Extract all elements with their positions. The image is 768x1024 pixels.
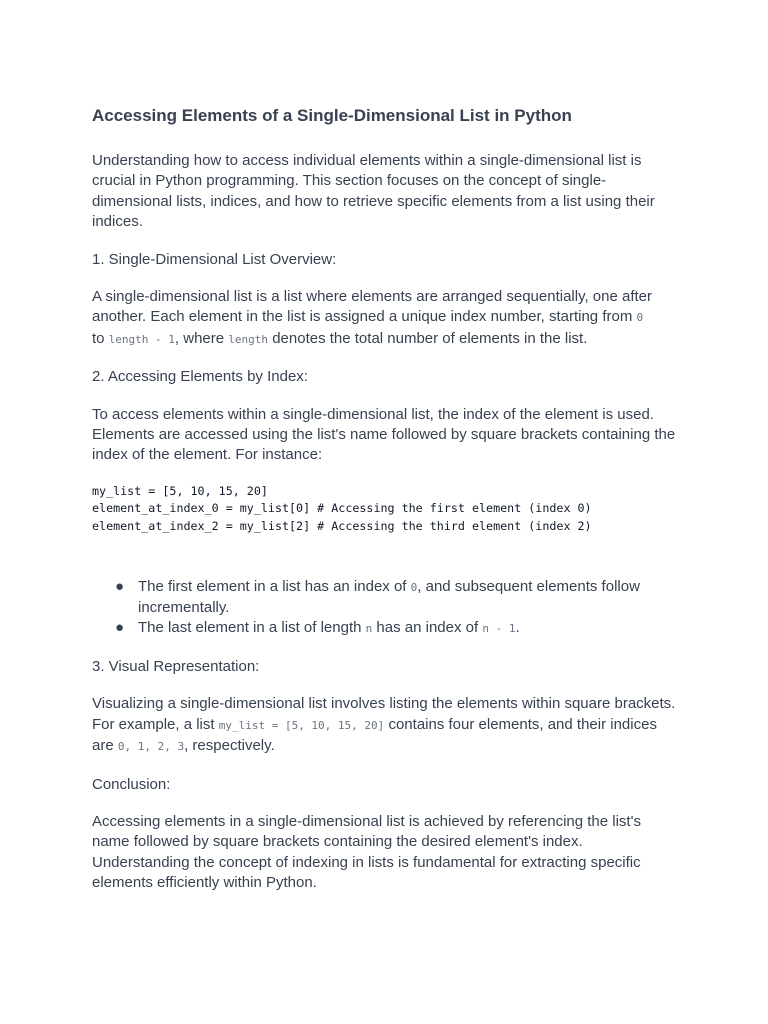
bullet2-text-a: The last element in a list of length [138, 619, 366, 637]
bullet-list [92, 558, 682, 640]
section1-text-c: , where [174, 329, 229, 347]
code-block [92, 483, 682, 536]
code-line: element_at_index_0 = my_list[0] # Accessing the first element (index 0) [92, 501, 592, 516]
section1-text-b: to [92, 329, 109, 347]
code-line: my_list = [5, 10, 15, 20] [92, 483, 268, 498]
section3-text-c: , respectively. [184, 737, 275, 755]
section2-paragraph: To access elements within a single-dimensional list, the index of the element is used. Elements are accessed using the list's name followed by square brackets containing the index of the element. For instance: [92, 405, 676, 464]
bullet2-text-b: has an index of [372, 619, 483, 637]
section1-paragraph [92, 287, 682, 350]
bullet-icon: ● [115, 619, 125, 637]
inline-code-indices: 0, 1, 2, 3 [117, 740, 185, 754]
section1-text-a: A single-dimensional list is a list where elements are arranged sequentially, one after another. Each element in the list is assigned a unique index number, starting from [92, 288, 653, 326]
conclusion-heading: Conclusion: [92, 775, 171, 793]
bullet1-text-a: The first element in a list has an index of [138, 577, 411, 595]
document-page [92, 104, 682, 911]
section2-heading: 2. Accessing Elements by Index: [92, 368, 308, 386]
page-title: Accessing Elements of a Single-Dimensional List in Python [92, 106, 572, 125]
conclusion-paragraph: Accessing elements in a single-dimensional list is achieved by referencing the list's name followed by square brackets containing the desired element's index. Understanding the concept of indexing in lists is fundamental for extracting specific elements efficiently within Python. [92, 812, 641, 892]
bullet2-text-c: . [515, 619, 520, 637]
inline-code-zero: 0 [410, 580, 418, 594]
inline-code-length-minus-one: length - 1 [108, 332, 175, 346]
bullet1-text-b: , and subsequent elements follow incrementally. [138, 577, 640, 617]
inline-code-n-minus-one: n - 1 [482, 622, 516, 636]
inline-code-my-list: my_list = [5, 10, 15, 20] [218, 718, 385, 732]
section3-paragraph [92, 694, 682, 757]
section3-text-b: contains four elements, and their indices are [92, 715, 657, 755]
code-line: element_at_index_2 = my_list[2] # Accessing the third element (index 2) [92, 519, 592, 534]
section1-heading: 1. Single-Dimensional List Overview: [92, 250, 337, 268]
inline-code-length: length [228, 332, 269, 346]
section3-text-a: Visualizing a single-dimensional list involves listing the elements within square brackets. For example, a list [92, 695, 676, 733]
inline-code-n: n [365, 622, 373, 636]
bullet-icon: ● [115, 577, 125, 595]
section1-text-d: denotes the total number of elements in the list. [268, 329, 588, 347]
section3-heading: 3. Visual Representation: [92, 657, 260, 675]
inline-code-zero: 0 [636, 311, 644, 325]
intro-paragraph: Understanding how to access individual elements within a single-dimensional list is crucial in Python programming. This section focuses on the concept of single-dimensional lists, indices, and how to retrieve specific elements from a list using their indices. [92, 152, 655, 231]
list-item [115, 577, 682, 619]
list-item [115, 618, 682, 639]
